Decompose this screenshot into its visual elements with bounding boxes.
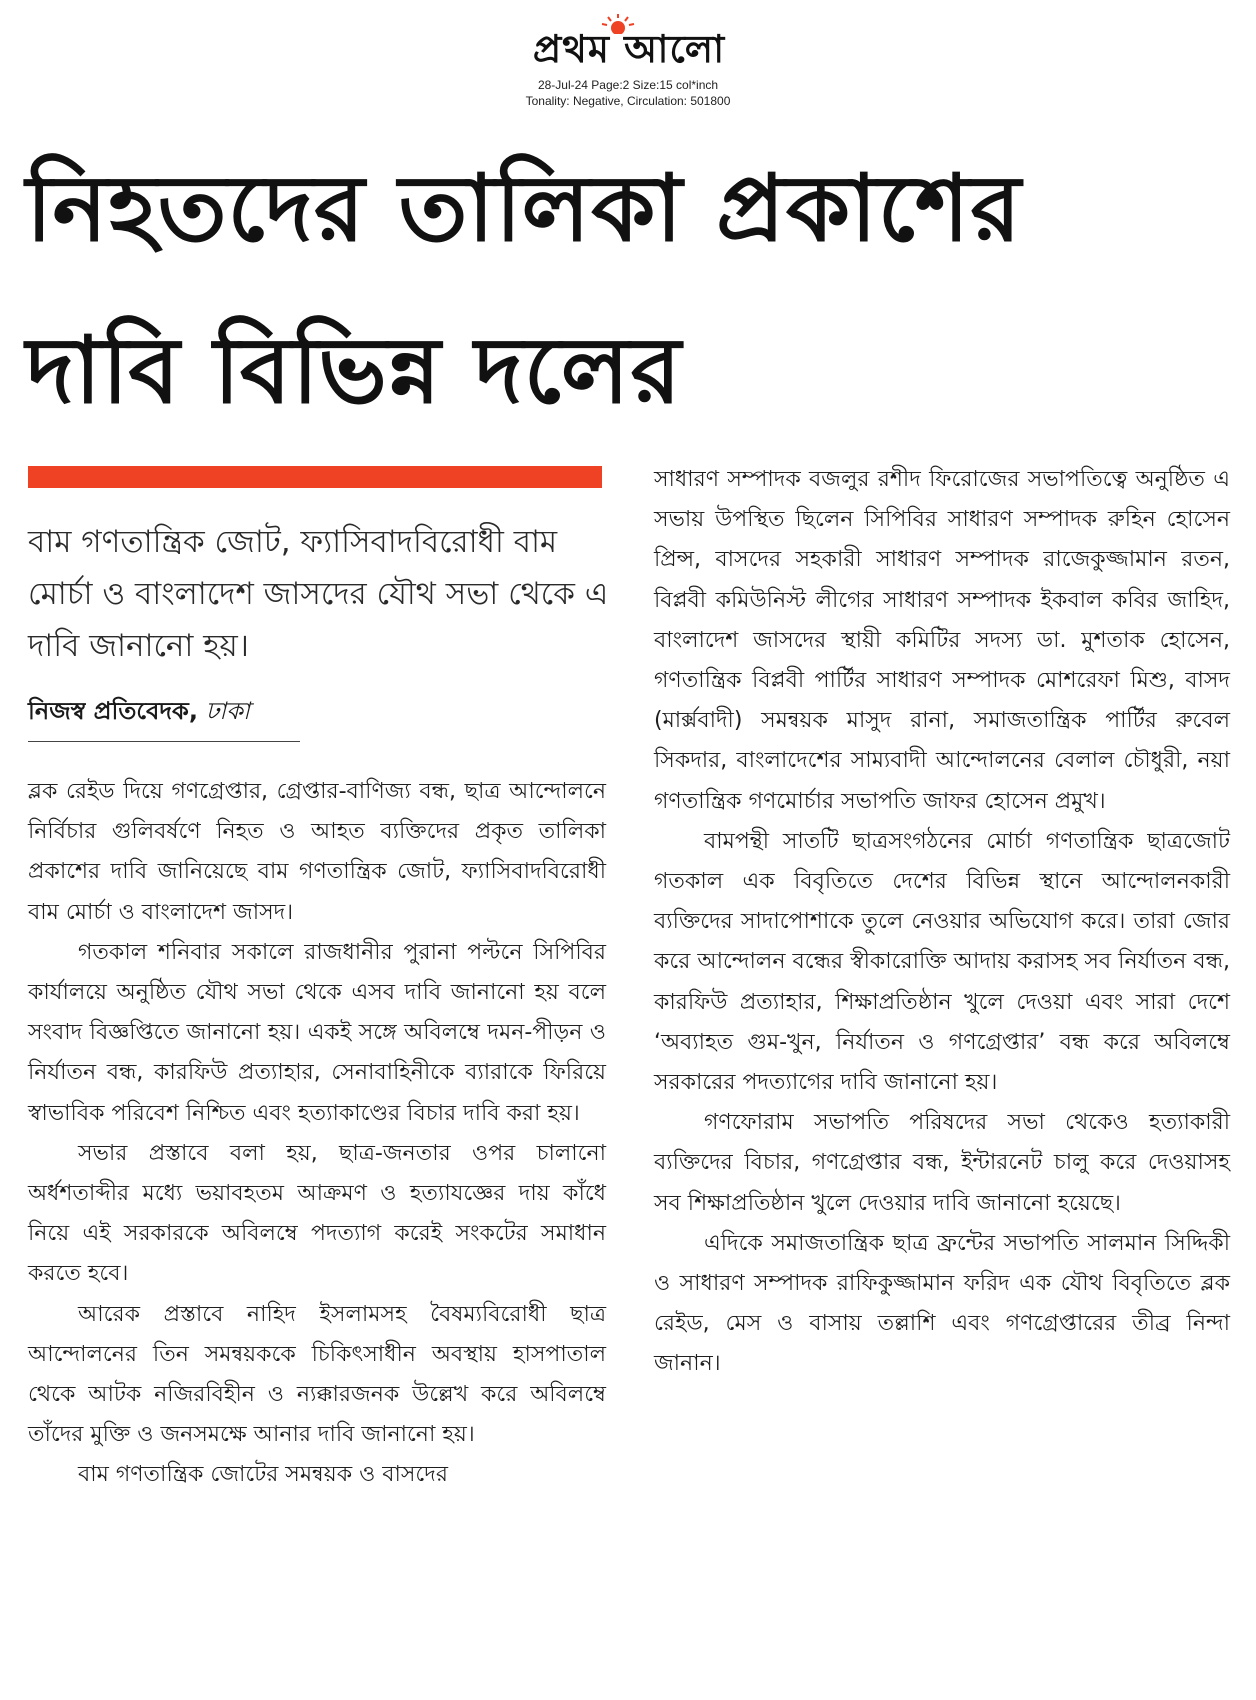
- logo-text: প্রথম আলো: [532, 27, 726, 71]
- body-column-left: [28, 772, 606, 1496]
- headline-line2: দাবি বিভিন্ন দলের: [26, 317, 682, 424]
- newspaper-logo: [494, 14, 764, 76]
- headline-line1: নিহতদের তালিকা প্রকাশের: [26, 155, 1022, 262]
- paragraph: সভার প্রস্তাবে বলা হয়, ছাত্র-জনতার ওপর চালানো অর্ধশতাব্দীর মধ্যে ভয়াবহতম আক্রমণ ও হত্যাযজ্ঞের দায় কাঁধে নিয়ে এই সরকারকে অবিলম্বে পদত্যাগ করেই সংকটের সমাধান করতে হবে।: [28, 1140, 606, 1287]
- deck-summary: বাম গণতান্ত্রিক জোট, ফ্যাসিবাদবিরোধী বাম মোর্চা ও বাংলাদেশ জাসদের যৌথ সভা থেকে এ দাবি জানানো হয়।: [28, 524, 609, 664]
- headline: [26, 128, 1226, 452]
- clipping-meta-line1: 28-Jul-24 Page:2 Size:15 col*inch: [537, 78, 719, 92]
- paragraph: সাধারণ সম্পাদক বজলুর রশীদ ফিরোজের সভাপতিত্বে অনুষ্ঠিত এ সভায় উপস্থিত ছিলেন সিপিবির সাধারণ সম্পাদক রুহিন হোসেন প্রিন্স, বাসদের সহকারী সাধারণ সম্পাদক রাজেকুজ্জামান রতন, বিপ্লবী কমিউনিস্ট লীগের সাধারণ সম্পাদক ইকবাল কবির জাহিদ, বাংলাদেশ জাসদের স্থায়ী কমিটির সদস্য ডা. মুশতাক হোসেন, গণতান্ত্রিক বিপ্লবী পার্টির সাধারণ সম্পাদক মোশরেফা মিশু, বাসদ (মার্ক্সবাদী) সমন্বয়ক মাসুদ রানা, সমাজতান্ত্রিক পার্টির রুবেল সিকদার, বাংলাদেশের সাম্যবাদী আন্দোলনের বেলাল চৌধুরী, নয়া গণতান্ত্রিক গণমোর্চার সভাপতি জাফর হোসেন প্রমুখ।: [654, 467, 1230, 814]
- masthead: [0, 0, 1256, 110]
- byline: [28, 694, 328, 728]
- paragraph: এদিকে সমাজতান্ত্রিক ছাত্র ফ্রন্টের সভাপতি সালমান সিদ্দিকী ও সাধারণ সম্পাদক রাফিকুজ্জামান ফরিদ এক যৌথ বিবৃতিতে ব্লক রেইড, মেস ও বাসায় তল্লাশি এবং গণগ্রেপ্তারের তীব্র নিন্দা জানান।: [654, 1230, 1230, 1377]
- paragraph: বামপন্থী সাতটি ছাত্রসংগঠনের মোর্চা গণতান্ত্রিক ছাত্রজোট গতকাল এক বিবৃতিতে দেশের বিভিন্ন স্থানে আন্দোলনকারী ব্যক্তিদের সাদাপোশাকে তুলে নেওয়ার অভিযোগ করে। তারা জোর করে আন্দোলন বন্ধের স্বীকারোক্তি আদায় করাসহ সব নির্যাতন বন্ধ, কারফিউ প্রত্যাহার, শিক্ষাপ্রতিষ্ঠান খুলে দেওয়া এবং সারা দেশে ‘অব্যাহত গুম-খুন, নির্যাতন ও গণগ্রেপ্তার’ বন্ধ করে অবিলম্বে সরকারের পদত্যাগের দাবি জানানো হয়।: [654, 828, 1230, 1096]
- byline-rule: [28, 741, 300, 742]
- paragraph: আরেক প্রস্তাবে নাহিদ ইসলামসহ বৈষম্যবিরোধী ছাত্র আন্দোলনের তিন সমন্বয়ককে চিকিৎসাধীন অবস্থায় হাসপাতাল থেকে আটক নজিরবিহীন ও ন্যক্কারজনক উল্লেখ করে অবিলম্বে তাঁদের মুক্তি ও জনসমক্ষে আনার দাবি জানানো হয়।: [28, 1301, 606, 1448]
- byline-reporter: নিজস্ব প্রতিবেদক,: [28, 697, 198, 725]
- paragraph: গতকাল শনিবার সকালে রাজধানীর পুরানা পল্টনে সিপিবির কার্যালয়ে অনুষ্ঠিত যৌথ সভা থেকে এসব দাবি জানানো হয় বলে সংবাদ বিজ্ঞপ্তিতে জানানো হয়। একই সঙ্গে অবিলম্বে দমন-পীড়ন ও নির্যাতন বন্ধ, কারফিউ প্রত্যাহার, সেনাবাহিনীকে ব্যারাকে ফিরিয়ে স্বাভাবিক পরিবেশ নিশ্চিত এবং হত্যাকাণ্ডের বিচার দাবি করা হয়।: [28, 939, 606, 1126]
- body-column-right: [654, 460, 1230, 1385]
- column-gutter: [630, 462, 631, 1662]
- byline-place: ঢাকা: [197, 697, 250, 725]
- accent-bar: [28, 466, 602, 488]
- paragraph: ব্লক রেইড দিয়ে গণগ্রেপ্তার, গ্রেপ্তার-বাণিজ্য বন্ধ, ছাত্র আন্দোলনে নির্বিচার গুলিবর্ষণে নিহত ও আহত ব্যক্তিদের প্রকৃত তালিকা প্রকাশের দাবি জানিয়েছে বাম গণতান্ত্রিক জোট, ফ্যাসিবাদবিরোধী বাম মোর্চা ও বাংলাদেশ জাসদ।: [28, 779, 606, 925]
- paragraph: বাম গণতান্ত্রিক জোটের সমন্বয়ক ও বাসদের: [78, 1462, 448, 1488]
- paragraph: গণফোরাম সভাপতি পরিষদের সভা থেকেও হত্যাকারী ব্যক্তিদের বিচার, গণগ্রেপ্তার বন্ধ, ইন্টারনেট চালু করে দেওয়াসহ সব শিক্ষাপ্রতিষ্ঠান খুলে দেওয়ার দাবি জানানো হয়েছে।: [654, 1110, 1230, 1216]
- clipping-meta-line2: Tonality: Negative, Circulation: 501800: [525, 94, 731, 108]
